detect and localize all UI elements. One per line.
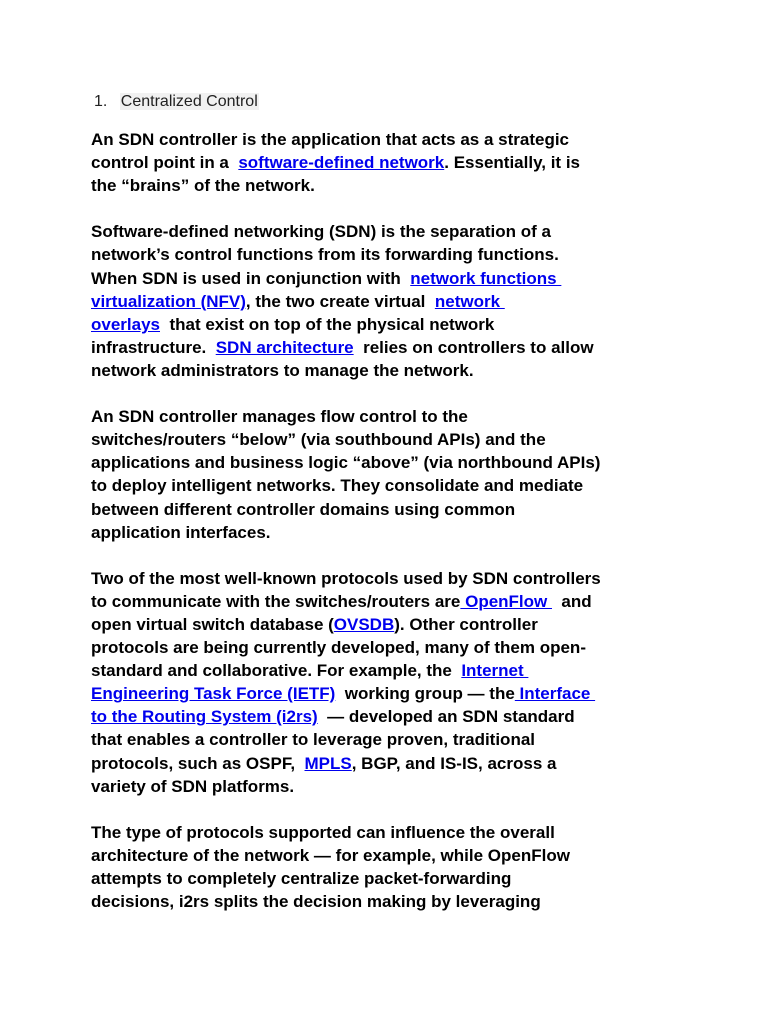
text-line: switches/routers “below” (via southbound APIs) and the	[91, 430, 546, 450]
link-ovsdb[interactable]: OVSDB	[333, 614, 395, 634]
text-run: infrastructure.	[91, 337, 216, 357]
text-run: that exist on top of the physical network	[160, 314, 495, 334]
link-software-defined-network[interactable]: software-defined network	[238, 153, 445, 173]
text-run: When SDN is used in conjunction with	[91, 268, 411, 288]
text-line	[91, 267, 691, 290]
paragraph-3	[91, 405, 691, 544]
text-run: relies on controllers to allow	[353, 337, 594, 357]
link-network-overlays[interactable]: network	[434, 291, 505, 311]
text-line: protocols are being currently developed, many of them open-	[91, 638, 586, 658]
link-mpls[interactable]: MPLS	[304, 753, 352, 773]
section-heading	[94, 93, 259, 111]
text-line	[91, 590, 691, 613]
text-line: variety of SDN platforms.	[91, 776, 295, 796]
text-run: working group — the	[335, 684, 515, 704]
link-ietf[interactable]: Internet	[461, 661, 529, 681]
text-line	[91, 613, 691, 636]
text-line	[91, 290, 691, 313]
link-network-overlays[interactable]: overlays	[91, 314, 160, 334]
text-line: architecture of the network — for example, while OpenFlow	[91, 845, 570, 865]
text-line	[91, 752, 691, 775]
text-run: open virtual switch database (	[91, 614, 334, 634]
text-line	[91, 313, 691, 336]
text-line: network’s control functions from its forwarding functions.	[91, 245, 559, 265]
text-line	[91, 659, 691, 682]
text-line: application interfaces.	[91, 522, 271, 542]
text-line: the “brains” of the network.	[91, 176, 315, 196]
link-openflow[interactable]: OpenFlow	[460, 591, 552, 611]
link-nfv[interactable]: network functions	[410, 268, 562, 288]
text-line: that enables a controller to leverage proven, traditional	[91, 730, 536, 750]
text-line: to deploy intelligent networks. They consolidate and mediate	[91, 476, 584, 496]
link-i2rs[interactable]: Interface	[514, 684, 596, 704]
text-run: control point in a	[91, 153, 239, 173]
article-body	[91, 128, 691, 936]
link-ietf[interactable]: Engineering Task Force (IETF)	[91, 684, 336, 704]
text-line: An SDN controller manages flow control to the	[91, 407, 468, 427]
link-nfv[interactable]: virtualization (NFV)	[91, 291, 246, 311]
link-sdn-architecture[interactable]: SDN architecture	[215, 337, 354, 357]
link-i2rs[interactable]: to the Routing System (i2rs)	[91, 707, 318, 727]
text-line	[91, 705, 691, 728]
text-line: Software-defined networking (SDN) is the separation of a	[91, 222, 551, 242]
paragraph-4	[91, 567, 691, 798]
text-run: and	[551, 591, 592, 611]
text-run: , BGP, and IS-IS, across a	[351, 753, 557, 773]
text-line	[91, 336, 691, 359]
list-number: 1.	[94, 93, 108, 110]
paragraph-5	[91, 821, 691, 913]
text-line: between different controller domains using common	[91, 499, 516, 519]
text-line: attempts to completely centralize packet-forwarding	[91, 869, 512, 888]
text-run: standard and collaborative. For example, the	[91, 661, 462, 681]
text-run: protocols, such as OSPF,	[91, 753, 305, 773]
text-line: Two of the most well-known protocols used by SDN controllers	[91, 568, 601, 588]
text-run: — developed an SDN standard	[317, 707, 575, 727]
heading-label: Centralized Control	[120, 93, 258, 110]
text-run: . Essentially, it is	[444, 153, 580, 173]
text-line: decisions, i2rs splits the decision making by leveraging	[91, 892, 541, 912]
text-line: applications and business logic “above” (via northbound APIs)	[91, 453, 601, 473]
paragraph-2	[91, 220, 691, 382]
text-line: The type of protocols supported can influence the overall	[91, 822, 555, 842]
text-line	[91, 682, 691, 705]
text-line: An SDN controller is the application that acts as a strategic	[91, 130, 570, 149]
text-run: to communicate with the switches/routers are	[91, 591, 461, 611]
paragraph-1	[91, 128, 691, 197]
text-run: ). Other controller	[394, 614, 538, 634]
text-run: , the two create virtual	[245, 291, 435, 311]
text-line	[91, 151, 691, 174]
text-line: network administrators to manage the network.	[91, 360, 474, 380]
